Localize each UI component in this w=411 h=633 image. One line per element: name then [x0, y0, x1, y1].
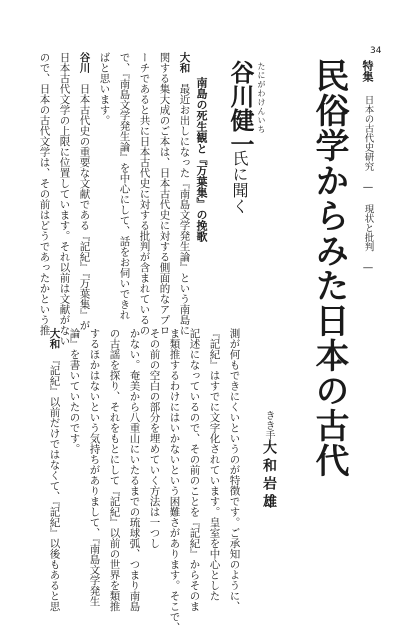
column-text: 関する集大成のご本は、日本古代史に対する側面的なアプロ [158, 52, 171, 336]
text-column [178, 52, 191, 336]
page-number: 34 [370, 46, 382, 56]
column-text: ばと思います。 [98, 52, 111, 126]
feature-label: 特集 [361, 60, 374, 82]
column-text: ーチであると共に日本古代史に対する批判が含まれているの [138, 52, 151, 336]
column-text: 日本古代史の重要な文献である『記紀』『万葉集』が [78, 83, 91, 331]
text-column [158, 52, 171, 336]
column-text: の古謡を探り、それをもとにして『記紀』以前の世界を類推 [108, 328, 121, 612]
text-column [149, 328, 160, 586]
text-column [138, 52, 151, 336]
column-text: 『記紀』はすでに文字化されています。皇室を中心とした [208, 328, 221, 601]
text-column [128, 328, 141, 612]
text-column [58, 52, 71, 346]
column-text: で、『南島文学発生論』を中心にして、話をお伺いできれ [118, 52, 131, 320]
text-column [228, 328, 241, 612]
speaker-tag: 大和 [48, 328, 61, 349]
text-column [208, 328, 221, 601]
column-text: 『記紀』以前だけではなくて、『記紀』以後もあると思 [48, 359, 61, 612]
text-column [78, 52, 91, 331]
column-text: 測が何もできにくいというのが特徴です。ご承知のように、 [228, 328, 241, 612]
text-column [168, 328, 181, 633]
speaker-tag: 谷川 [78, 52, 91, 73]
feature-title: 日本の古代史研究 ― 現状と批判 ― [362, 95, 374, 274]
interviewer-label: きき手 [263, 410, 274, 440]
speaker-name: 谷川健一 [226, 60, 255, 156]
column-text: ので、日本の古代文学は、その前はどうであったかという推 [38, 52, 51, 336]
interviewer-name: 大和岩雄 [261, 440, 277, 512]
speaker-honorific: 氏に聞く [230, 150, 249, 214]
text-column [48, 328, 61, 612]
text-column [108, 328, 121, 612]
text-column [188, 328, 201, 612]
text-column [99, 52, 110, 312]
column-text: 日本古代文学の上限に位置しています。それ以前は文献がない [58, 52, 71, 346]
section-subtitle: 南島の死生観と『万葉集』の挽歌 [195, 77, 208, 242]
column-text: 論』を書いていたのです。 [68, 328, 81, 454]
column-text: かない。奄美から八重山にいたるまでの琉球弧、つまり南島 [128, 328, 141, 612]
speaker-tag: 大和 [178, 52, 191, 73]
main-title: 民俗学からみた日本の古代 [309, 58, 349, 478]
column-text: 最近お出しになった『南島文学発生論』という南島に [178, 83, 191, 336]
text-column [38, 52, 51, 336]
text-column [88, 328, 101, 607]
column-text: その前の空白の部分を埋めていく方法は一つし [148, 328, 161, 549]
speaker-name-ruby: たにがわけんいち [257, 62, 266, 134]
text-column [118, 52, 131, 320]
column-text: するほかはないという気持ちがありまして、『南島文学発生 [88, 328, 101, 607]
column-text: 記述になっているので、その前のことを『記紀』からそのま [188, 328, 201, 612]
text-column [69, 328, 80, 586]
column-text: ま類推するわけにはいかないという困難さがあります。そこで、 [168, 328, 181, 633]
